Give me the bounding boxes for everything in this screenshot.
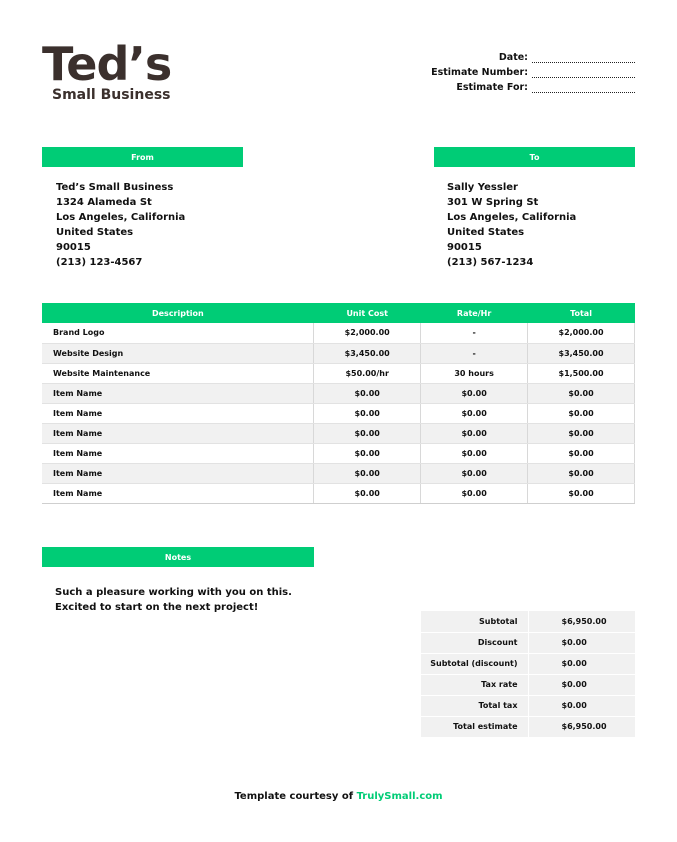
cell-unit-cost: $0.00 [314,383,421,403]
table-row [42,323,635,343]
grand-total-label: Total estimate [421,716,528,737]
from-line: Ted’s Small Business [56,182,174,193]
col-total: Total [528,303,635,323]
cell-description: Item Name [42,403,314,423]
totals-value: $0.00 [528,695,635,716]
estimate-number-field[interactable] [532,68,635,78]
footer-link[interactable]: TrulySmall.com [356,791,443,802]
footer [0,791,677,802]
totals-row [421,674,635,695]
totals-value: $0.00 [528,674,635,695]
cell-unit-cost: $3,450.00 [314,343,421,363]
cell-total: $0.00 [528,383,635,403]
totals-value: $0.00 [528,653,635,674]
cell-rate: $0.00 [421,483,528,503]
cell-unit-cost: $0.00 [314,423,421,443]
cell-description: Item Name [42,483,314,503]
estimate-for-label: Estimate For: [456,82,528,93]
totals-label: Tax rate [421,674,528,695]
cell-rate: $0.00 [421,443,528,463]
table-row [42,363,635,383]
cell-total: $2,000.00 [528,323,635,343]
from-address [56,180,185,270]
estimate-for-field[interactable] [532,83,635,93]
col-rate: Rate/Hr [421,303,528,323]
cell-unit-cost: $0.00 [314,483,421,503]
cell-rate: $0.00 [421,463,528,483]
totals-label: Discount [421,632,528,653]
col-description: Description [42,303,314,323]
cell-rate: $0.00 [421,383,528,403]
grand-total-value: $6,950.00 [528,716,635,737]
totals-table [421,611,635,738]
cell-rate: $0.00 [421,403,528,423]
notes-header: Notes [42,547,314,567]
to-header: To [434,147,635,167]
date-label: Date: [498,52,528,63]
to-line: 90015 [447,242,482,253]
brand-subtitle: Small Business [52,87,171,103]
cell-total: $0.00 [528,463,635,483]
cell-rate: 30 hours [421,363,528,383]
totals-value: $0.00 [528,632,635,653]
estimate-number-label: Estimate Number: [431,67,528,78]
cell-description: Brand Logo [42,323,314,343]
cell-unit-cost: $50.00/hr [314,363,421,383]
cell-unit-cost: $2,000.00 [314,323,421,343]
totals-row [421,695,635,716]
cell-unit-cost: $0.00 [314,463,421,483]
table-row [42,343,635,363]
estimate-for-row [395,78,635,93]
cell-description: Item Name [42,423,314,443]
totals-row [421,653,635,674]
to-line: (213) 567-1234 [447,257,534,268]
from-line: (213) 123-4567 [56,257,143,268]
cell-unit-cost: $0.00 [314,443,421,463]
totals-row [421,611,635,632]
totals-row [421,632,635,653]
cell-total: $3,450.00 [528,343,635,363]
totals-label: Subtotal (discount) [421,653,528,674]
notes-text: Such a pleasure working with you on this. Excited to start on the next project! [55,587,292,613]
cell-rate: $0.00 [421,423,528,443]
cell-total: $0.00 [528,443,635,463]
cell-description: Website Maintenance [42,363,314,383]
to-line: Sally Yessler [447,182,518,193]
cell-description: Item Name [42,443,314,463]
from-line: United States [56,227,134,238]
from-line: 1324 Alameda St [56,197,152,208]
date-field[interactable] [532,53,635,63]
cell-description: Item Name [42,383,314,403]
cell-rate: - [421,323,528,343]
estimate-number-row [395,63,635,78]
date-row [395,48,635,63]
table-row [42,383,635,403]
col-unit-cost: Unit Cost [314,303,421,323]
to-line: Los Angeles, California [447,212,577,223]
table-row [42,403,635,423]
totals-label: Subtotal [421,611,528,632]
cell-total: $0.00 [528,423,635,443]
to-line: 301 W Spring St [447,197,539,208]
cell-rate: - [421,343,528,363]
cell-unit-cost: $0.00 [314,403,421,423]
table-row [42,423,635,443]
totals-value: $6,950.00 [528,611,635,632]
from-line: Los Angeles, California [56,212,186,223]
footer-text: Template courtesy of [234,791,357,802]
table-row [42,463,635,483]
cell-total: $1,500.00 [528,363,635,383]
estimate-meta [395,48,635,93]
brand-name: Ted’s [42,37,172,91]
cell-total: $0.00 [528,483,635,503]
table-header-row [42,303,635,323]
from-header: From [42,147,243,167]
table-row [42,483,635,503]
line-items-table [42,303,635,504]
table-row [42,443,635,463]
cell-description: Item Name [42,463,314,483]
from-line: 90015 [56,242,91,253]
totals-label: Total tax [421,695,528,716]
grand-total-row [421,716,635,737]
cell-description: Website Design [42,343,314,363]
to-address [447,180,576,270]
to-line: United States [447,227,525,238]
cell-total: $0.00 [528,403,635,423]
